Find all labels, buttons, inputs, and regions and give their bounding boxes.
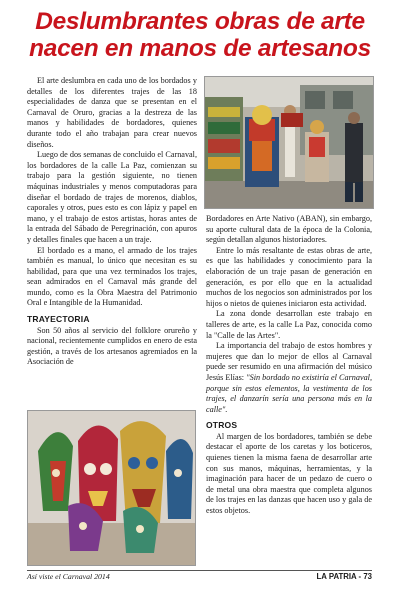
carnival-masks-image <box>28 411 195 565</box>
footer-rule <box>27 570 372 571</box>
right-column <box>206 214 372 517</box>
paragraph <box>206 341 372 415</box>
footer-publication: Así viste el Carnaval 2014 <box>27 572 110 581</box>
paragraph: Luego de dos semanas de concluido el Carnaval, los bordadores de la calle La Paz, comienzan su trabajo para la gestión siguiente, no tienen máquinas industriales y menos computadoras para diseñar el bordado de trajes de morenos, diablos, caporales y otros, pues esto es con lápiz y papel en mano, y el trabajo de estos artistas, horas antes de la entrada del Sábado de Peregrinación, con apuros y detalles finales que hacen a un traje. <box>27 150 197 244</box>
section-heading-trayectoria: TRAYECTORIA <box>27 314 90 325</box>
section-heading-otros: OTROS <box>206 420 238 431</box>
title-line-2: nacen en manos de artesanos <box>29 35 371 62</box>
left-column <box>27 76 197 368</box>
title-line-1: Deslumbrantes obras de arte <box>35 8 365 35</box>
street-scene-image <box>205 77 373 208</box>
paragraph: La zona donde desarrollan este trabajo en talleres de arte, es la calle La Paz, conocida como la "Calle de las Artes". <box>206 309 372 340</box>
article-title <box>10 8 390 62</box>
quote-intro: La importancia del trabajo de estos hombres y mujeres que dan lo mejor de ellos al Carnaval puede ser resumido en una afirmación del músico Jesús Elías: <box>206 341 372 382</box>
quote: "Sin bordado no existiría el Carnaval, porque sin estos elementos, la vestimenta de los trajes, el danzarín sería una persona más en la calle". <box>206 372 372 414</box>
paragraph: Entre lo más resaltante de estas obras de arte, es que las habilidades y conocimiento para la elaboración de un traje pasan de generación en generación, es por ello que en la actualidad muchos de los negocios son administrados por los hijos o nietos de quienes iniciaron esta actividad. <box>206 245 372 308</box>
paragraph: El arte deslumbra en cada uno de los bordados y detalles de los diferentes trajes de las 18 especialidades de danza que se presentan en el Carnaval de Oruro, gracias a la destreza de las manos y habilidades de bordadores, quienes durante todo el año trabajan para crear nuevos diseños. <box>27 76 197 149</box>
paragraph: Son 50 años al servicio del folklore orureño y nacional, recientemente cumplidos en enero de esta gestión, a través de los artesanos agremiados en la Asociación de <box>27 325 197 367</box>
street-photo <box>204 76 374 209</box>
masks-photo <box>27 410 196 566</box>
paragraph: Bordadores en Arte Nativo (ABAN), sin embargo, su aporte cultural data de la época de la Colonia, según detallan algunos historiadores. <box>206 214 372 245</box>
paragraph: El bordado es a mano, el armado de los trajes también es manual, lo único que necesitan es su habilidad, para que una vez terminados los trajes, sean admirados en el Carnaval más grande del mundo, como es la Obra Maestra del Patrimonio Oral e Intangible de la Humanidad. <box>27 245 197 308</box>
paragraph: Al margen de los bordadores, también se debe destacar el aporte de los caretas y los boticeros, quienes tienen la misma faena de desarrollar arte con sus manos, máquinas, herramientas, y la imaginación para hacer de un pedazo de cuero o de metal una obra maestra que completa algunos de los trajes en las danzas que hacen uso y gala de estos objetos. <box>206 431 372 516</box>
footer-page-number: LA PATRIA - 73 <box>316 572 372 581</box>
